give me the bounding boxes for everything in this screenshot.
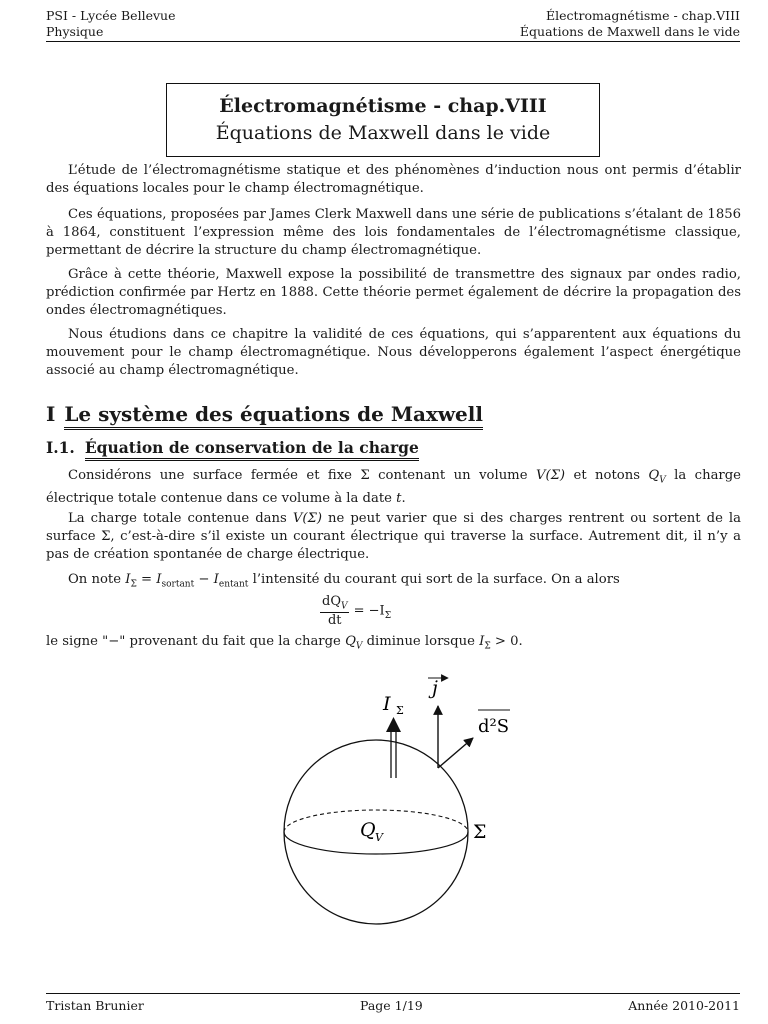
intro-paragraph-1: L’étude de l’électromagnétisme statique et des phénomènes d’induction nous ont permis d’établir des équations locales pour le champ électromagnétique. <box>46 163 741 197</box>
label-charge: Q <box>360 819 376 841</box>
equation-rhs: = −I <box>353 603 385 619</box>
subsection-number: I.1. <box>46 438 75 457</box>
label-dS: d²S <box>478 716 510 737</box>
paragraph-intensity: On note $I_\Sigma = I_{sortant} - I_{entant}$ l’intensité du courant qui sort de la surface. On a alors <box>68 572 620 590</box>
intro-paragraph-4: Nous étudions dans ce chapitre la validité de ces équations, qui s’apparentent aux équations du mouvement pour le champ électromagnétique. Nous développerons également l’aspect énergétique associé au champ électromagnétique. <box>46 327 741 379</box>
conservation-equation: $\frac{dQ_V}{dt}$ = $-I_\Sigma$ <box>322 594 392 628</box>
header-left <box>46 8 175 40</box>
dS-vector <box>438 738 473 768</box>
current-arrow-head <box>386 717 401 732</box>
paragraph-charge-variation: La charge totale contenue dans V(Σ) ne peut varier que si des charges rentrent ou sortent de la surface Σ, c’est-à-dire s’il existe un courant électrique qui traverse la surface. Autrement dit, il n’y a pas de création spontanée de charge électrique. <box>46 511 741 563</box>
label-charge-sub: V <box>375 831 383 844</box>
subsection-title: Équation de conservation de la charge <box>85 438 419 461</box>
header-subject: Physique <box>46 24 104 39</box>
sphere-figure <box>270 660 510 960</box>
section-number: I <box>46 402 56 426</box>
intro-paragraph-2: Ces équations, proposées par James Clerk Maxwell dans une série de publications s’étalant de 1856 à 1864, constituent l’expression même des lois fondamentales de l’électromagnétisme classique, permettant de décrire la structure du champ électromagnétique. <box>46 207 741 259</box>
title-line1: Électromagnétisme - chap.VIII <box>219 95 547 117</box>
label-current-sub: Σ <box>396 704 404 717</box>
title-box <box>166 83 600 157</box>
title-line2: Équations de Maxwell dans le vide <box>215 122 551 144</box>
subsection-heading <box>46 438 419 457</box>
footer-year: Année 2010-2011 <box>628 998 740 1013</box>
label-sigma: Σ <box>473 821 487 843</box>
footer-rule <box>46 993 740 994</box>
label-j: j <box>432 677 438 699</box>
header-chapter-title: Équations de Maxwell dans le vide <box>519 24 740 39</box>
footer-page-number: Page 1/19 <box>360 998 423 1013</box>
paragraph-volume: Considérons une surface fermée et fixe Σ contenant un volume V(Σ) et notons $Q_V$ la charge électrique totale contenue dans ce volume à la date t. <box>46 468 741 506</box>
paragraph-sign: le signe "−" provenant du fait que la charge $Q_V$ diminue lorsque $I_\Sigma > 0$. <box>46 634 523 652</box>
header-school: PSI - Lycée Bellevue <box>46 8 176 23</box>
header-chapter: Électromagnétisme - chap.VIII <box>546 8 740 23</box>
header-right <box>520 8 740 40</box>
header-rule <box>46 41 740 42</box>
equation-fraction: $\frac{dQ_V}{dt}$ <box>322 594 348 628</box>
intro-paragraph-3: Grâce à cette théorie, Maxwell expose la possibilité de transmettre des signaux par ondes radio, prédiction confirmée par Hertz en 1888. Cette théorie permet également de décrire la propagation des ondes électromagnétiques. <box>46 267 741 319</box>
footer-author: Tristan Brunier <box>46 998 144 1013</box>
label-current: I <box>383 693 391 715</box>
section-heading <box>46 402 483 426</box>
section-title: Le système des équations de Maxwell <box>64 402 483 430</box>
equator-back <box>284 810 468 832</box>
